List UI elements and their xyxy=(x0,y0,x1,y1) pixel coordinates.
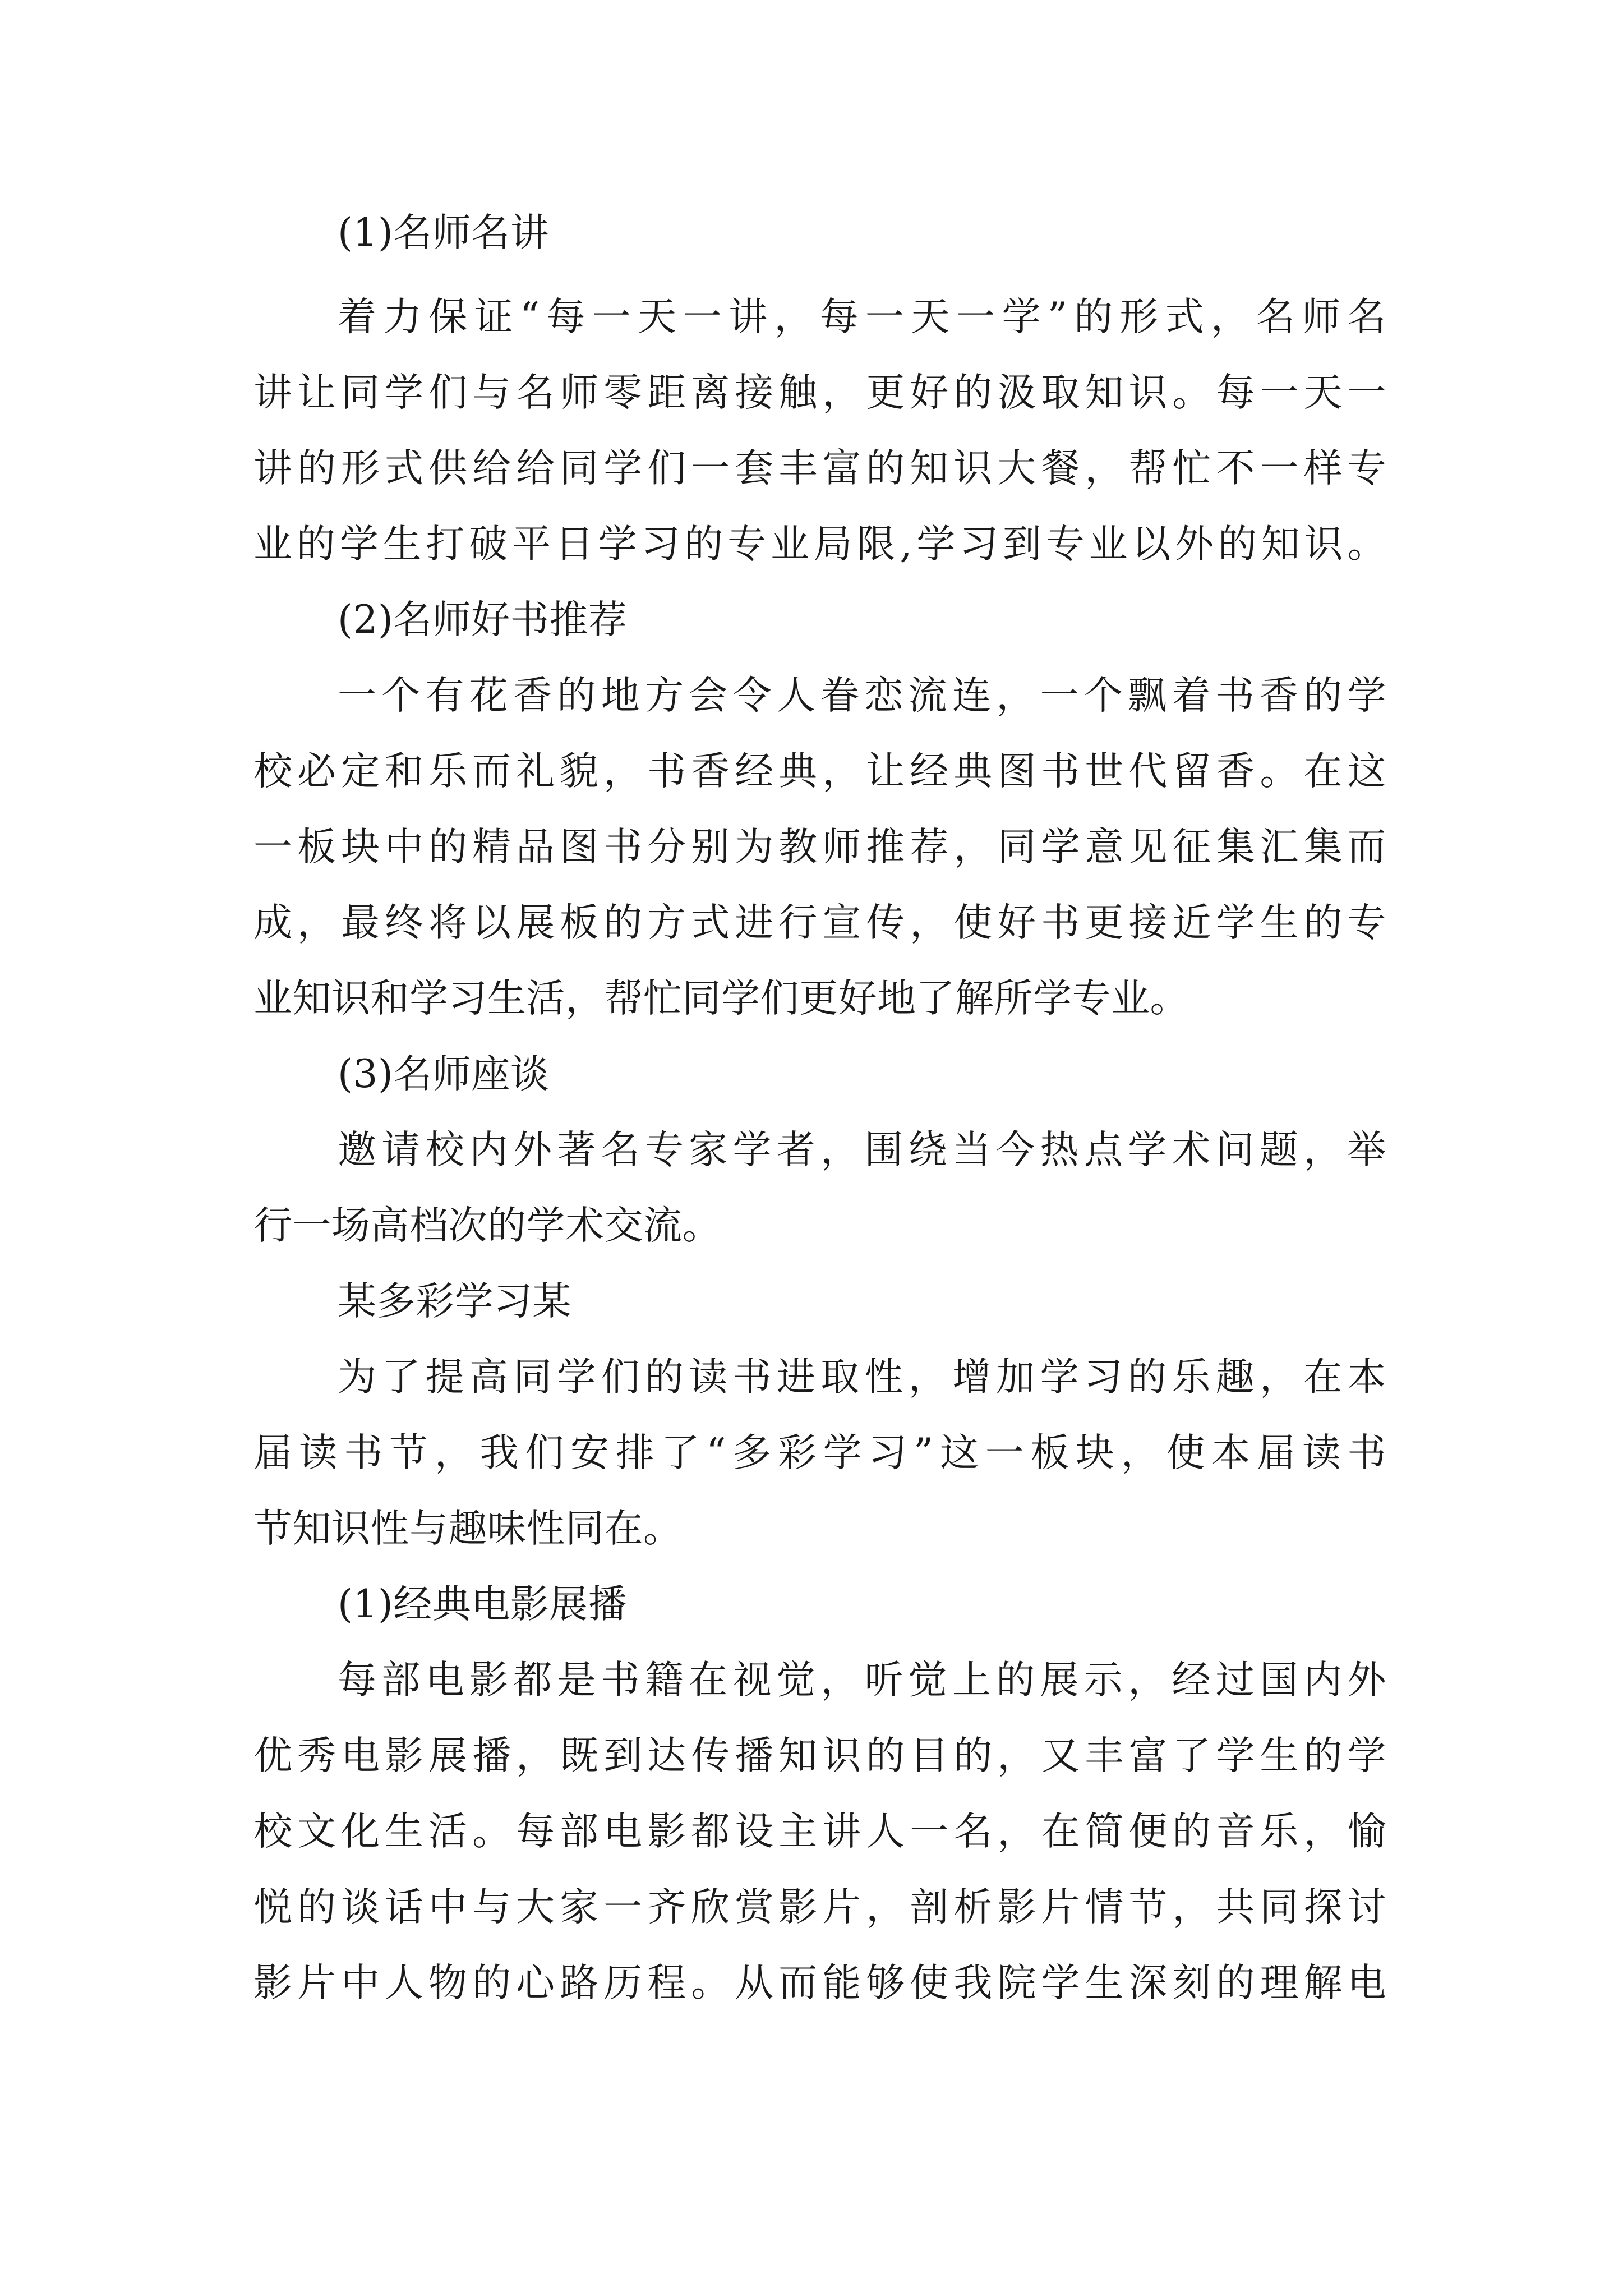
paragraph-line: 讲让同学们与名师零距离接触，更好的汲取知识。每一天一 xyxy=(253,370,1386,415)
paragraph-line: 着力保证“每一天一讲，每一天一学”的形式，名师名 xyxy=(338,295,1386,339)
paragraph-line: 讲的形式供给给同学们一套丰富的知识大餐，帮忙不一样专 xyxy=(253,446,1386,491)
heading-famous-teacher-lectures: (1)名师名讲 xyxy=(338,210,550,255)
paragraph-line: 邀请校内外著名专家学者，围绕当今热点学术问题，举 xyxy=(338,1128,1386,1172)
paragraph-line: 校文化生活。每部电影都设主讲人一名，在简便的音乐，愉 xyxy=(253,1809,1386,1854)
paragraph-line: 每部电影都是书籍在视觉，听觉上的展示，经过国内外 xyxy=(338,1658,1386,1703)
paragraph-line: 节知识性与趣味性同在。 xyxy=(253,1506,683,1551)
paragraph-line: 优秀电影展播，既到达传播知识的目的，又丰富了学生的学 xyxy=(253,1733,1386,1778)
paragraph-line: 为了提高同学们的读书进取性，增加学习的乐趣，在本 xyxy=(338,1355,1386,1400)
paragraph-line: 届读书节，我们安排了“多彩学习”这一板块，使本届读书 xyxy=(253,1430,1386,1475)
paragraph-line: 行一场高档次的学术交流。 xyxy=(253,1203,721,1248)
paragraph-line: 业知识和学习生活，帮忙同学们更好地了解所学专业。 xyxy=(253,976,1189,1021)
paragraph-line: 业的学生打破平日学习的专业局限,学习到专业以外的知识。 xyxy=(253,522,1386,567)
paragraph-line: 一板块中的精品图书分别为教师推荐，同学意见征集汇集而 xyxy=(253,825,1386,869)
heading-classic-film-screening: (1)经典电影展播 xyxy=(338,1582,628,1627)
paragraph-line: 影片中人物的心路历程。从而能够使我院学生深刻的理解电 xyxy=(253,1961,1386,2005)
paragraph-line: 成，最终将以展板的方式进行宣传，使好书更接近学生的专 xyxy=(253,900,1386,945)
heading-book-recommendation: (2)名师好书推荐 xyxy=(338,597,628,642)
heading-colorful-learning: 某多彩学习某 xyxy=(338,1279,571,1324)
heading-teacher-forum: (3)名师座谈 xyxy=(338,1052,550,1097)
paragraph-line: 悦的谈话中与大家一齐欣赏影片，剖析影片情节，共同探讨 xyxy=(253,1885,1386,1930)
paragraph-line: 校必定和乐而礼貌，书香经典，让经典图书世代留香。在这 xyxy=(253,749,1386,794)
paragraph-line: 一个有花香的地方会令人眷恋流连，一个飘着书香的学 xyxy=(338,673,1386,718)
